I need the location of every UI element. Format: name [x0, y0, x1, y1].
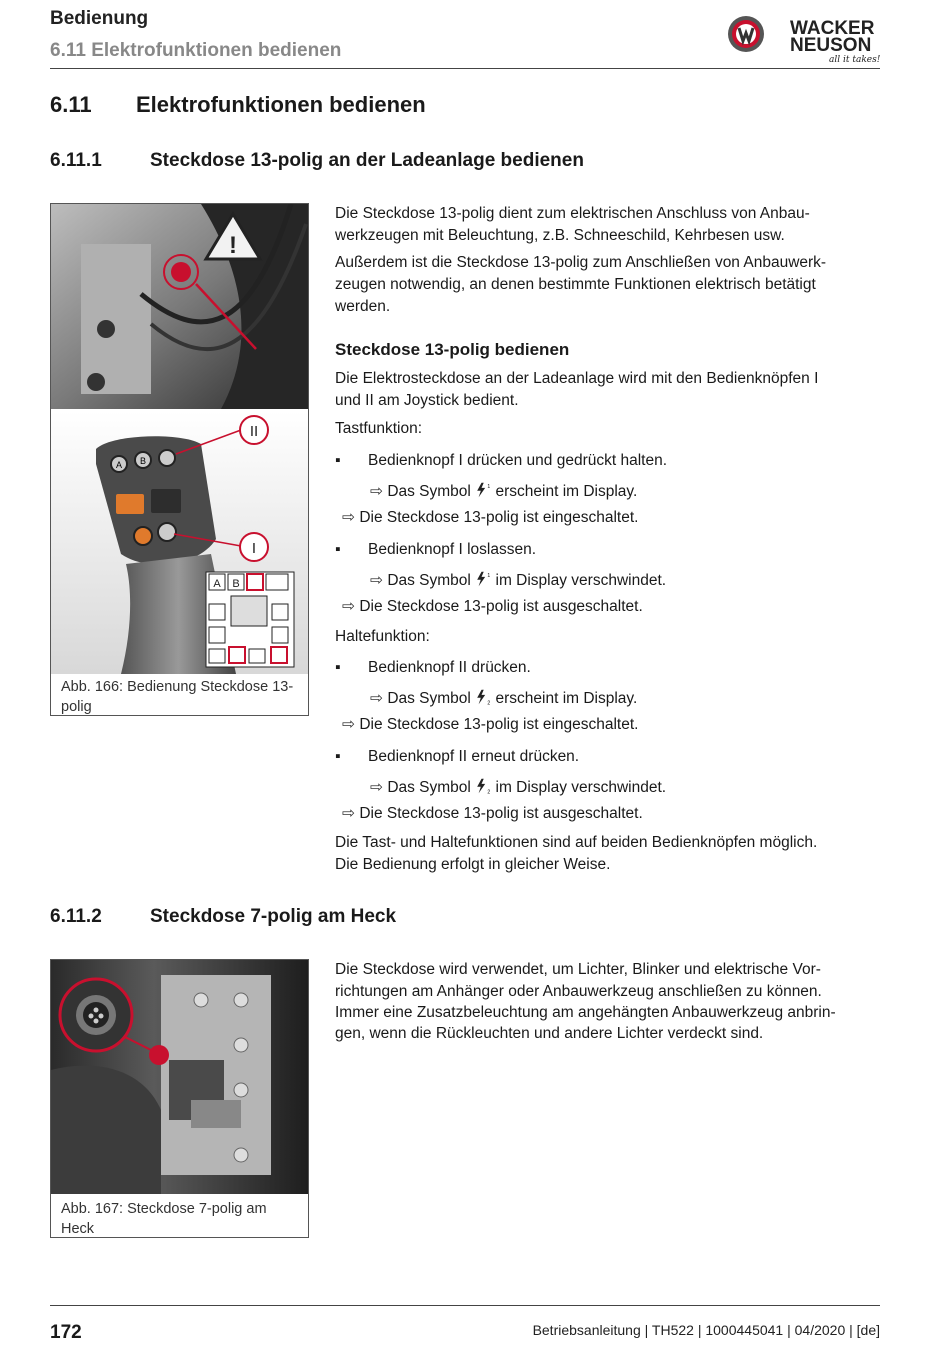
- btn-a-label: A: [115, 460, 123, 470]
- label-II: II: [249, 423, 259, 440]
- lightning-2-icon: [475, 776, 491, 796]
- tast-label: Tastfunktion:: [335, 420, 423, 437]
- button-I: [158, 523, 176, 541]
- result-arrow-icon: ⇨: [370, 779, 383, 796]
- step-2: Bedienknopf I loslassen.: [368, 541, 537, 558]
- step-3-outcome: [342, 715, 638, 734]
- symbol-subscript-2: 2: [487, 789, 491, 796]
- sec1-p3-line1: Die Elektrosteckdose an der Ladeanlage wird mit den Bedienknöpfen I: [335, 370, 819, 387]
- brand-logo: [727, 14, 882, 64]
- step-2-outcome: [342, 597, 643, 616]
- fig166-caption-line1: Abb. 166: Bedienung Steckdose 13-: [61, 679, 294, 695]
- sec1-p1-line2: werkzeugen mit Beleuchtung, z.B. Schneeschild, Kehrbesen usw.: [335, 227, 785, 244]
- wacker-neuson-logo-icon: [727, 14, 882, 64]
- sec2-number: 6.11.2: [50, 906, 102, 927]
- sec1-p1-line1: Die Steckdose 13-polig dient zum elektrischen Anschluss von Anbau-: [335, 205, 810, 222]
- step-1-result-pre: Das Symbol: [387, 483, 471, 500]
- subheading-operate: Steckdose 13-polig bedienen: [335, 340, 570, 359]
- step-4-result-pre: Das Symbol: [387, 779, 471, 796]
- sec2-p1-line3: Immer eine Zusatzbeleuchtung am angehängten Anbauwerkzeug anbrin-: [335, 1004, 836, 1021]
- svg-text:!: !: [229, 232, 237, 259]
- brand-tagline: all it takes!: [829, 55, 881, 64]
- step-2-result: [370, 569, 666, 590]
- result-arrow-icon: ⇨: [370, 572, 383, 589]
- sec1-p4-line1: Die Tast- und Haltefunktionen sind auf beiden Bedienknöpfen möglich.: [335, 834, 818, 851]
- footer-doc-info: Betriebsanleitung | TH522 | 1000445041 | 04/2020 | [de]: [532, 1322, 880, 1338]
- step-3-result: [370, 687, 637, 708]
- step-2-result-pre: Das Symbol: [387, 572, 471, 589]
- outcome-arrow-icon: ⇨: [342, 598, 355, 615]
- sec1-p2-line2: zeugen notwendig, an denen bestimmte Funktionen elektrisch betätigt: [335, 276, 816, 293]
- fig166-caption-line2: polig: [61, 699, 92, 715]
- symbol-superscript-1: 1: [487, 483, 491, 490]
- step-2-result-post: im Display verschwindet.: [495, 572, 667, 589]
- step-1-outcome: [342, 508, 638, 527]
- sec1-p2-line1: Außerdem ist die Steckdose 13-polig zum Anschließen von Anbauwerk-: [335, 254, 827, 271]
- sec1-p3-line2: und II am Joystick bedient.: [335, 392, 519, 409]
- lightning-1-icon: [475, 569, 491, 589]
- figure-167: [50, 959, 309, 1238]
- step-4: Bedienknopf II erneut drücken.: [368, 748, 580, 765]
- header-divider: [50, 68, 880, 69]
- footer-divider: [50, 1305, 880, 1306]
- result-arrow-icon: ⇨: [370, 690, 383, 707]
- label-I: I: [251, 540, 257, 557]
- bullet-marker: ▪: [335, 659, 341, 676]
- lightning-2-icon: [475, 687, 491, 707]
- step-3: Bedienknopf II drücken.: [368, 659, 531, 676]
- h1-title: Elektrofunktionen bedienen: [136, 92, 426, 117]
- sec1-number: 6.11.1: [50, 150, 102, 171]
- step-3-result-pre: Das Symbol: [387, 690, 471, 707]
- sec2-title: Steckdose 7-polig am Heck: [150, 906, 397, 927]
- fig167-caption-line1: Abb. 167: Steckdose 7-polig am: [61, 1201, 267, 1217]
- page-number: 172: [50, 1322, 82, 1343]
- sec2-p1-line2: richtungen am Anhänger oder Anbauwerkzeug anschließen zu können.: [335, 983, 822, 1000]
- outcome-text: Die Steckdose 13-polig ist ausgeschaltet.: [359, 805, 643, 822]
- step-4-result: [370, 776, 666, 797]
- step-4-outcome: [342, 804, 643, 823]
- socket-cap: [171, 262, 191, 282]
- brand-line2: NEUSON: [790, 35, 872, 56]
- step-3-result-post: erscheint im Display.: [495, 690, 638, 707]
- sec2-p1-line1: Die Steckdose wird verwendet, um Lichter, Blinker und elektrische Vor-: [335, 961, 821, 978]
- halte-label: Haltefunktion:: [335, 628, 430, 645]
- outcome-text: Die Steckdose 13-polig ist eingeschaltet.: [359, 716, 639, 733]
- fig167-caption-line2: Heck: [61, 1221, 95, 1237]
- lightning-1-icon: [475, 480, 491, 500]
- rear-socket-cap: [149, 1045, 169, 1065]
- section-subtitle: 6.11 Elektrofunktionen bedienen: [50, 40, 342, 61]
- h1-number: 6.11: [50, 92, 92, 117]
- bullet-marker: ▪: [335, 452, 341, 469]
- button-II: [159, 450, 175, 466]
- bullet-marker: ▪: [335, 748, 341, 765]
- symbol-superscript-1: 1: [487, 572, 491, 579]
- result-arrow-icon: ⇨: [370, 483, 383, 500]
- outcome-text: Die Steckdose 13-polig ist eingeschaltet.: [359, 509, 639, 526]
- outcome-arrow-icon: ⇨: [342, 716, 355, 733]
- outcome-arrow-icon: ⇨: [342, 509, 355, 526]
- rear-socket-illustration: [51, 960, 308, 1194]
- sec1-title: Steckdose 13-polig an der Ladeanlage bedienen: [150, 150, 584, 171]
- brand-line1: WACKER: [790, 18, 875, 39]
- step-1: Bedienknopf I drücken und gedrückt halten.: [368, 452, 668, 469]
- decal-a-label: A: [213, 578, 221, 590]
- symbol-subscript-2: 2: [487, 700, 491, 707]
- outcome-arrow-icon: ⇨: [342, 805, 355, 822]
- btn-b-label: B: [139, 456, 147, 466]
- decal-b-label: B: [232, 578, 240, 590]
- step-1-result-post: erscheint im Display.: [495, 483, 638, 500]
- chapter-title: Bedienung: [50, 8, 149, 29]
- sec1-p2-line3: werden.: [335, 298, 391, 315]
- outcome-text: Die Steckdose 13-polig ist ausgeschaltet.: [359, 598, 643, 615]
- figure-166: [50, 203, 309, 716]
- step-4-result-post: im Display verschwindet.: [495, 779, 667, 796]
- step-1-result: [370, 480, 637, 501]
- sec2-p1-line4: gen, wenn die Rückleuchten und andere Lichter verdeckt sind.: [335, 1025, 764, 1042]
- joystick-illustration: [51, 204, 308, 674]
- sec1-p4-line2: Die Bedienung erfolgt in gleicher Weise.: [335, 856, 611, 873]
- bullet-marker: ▪: [335, 541, 341, 558]
